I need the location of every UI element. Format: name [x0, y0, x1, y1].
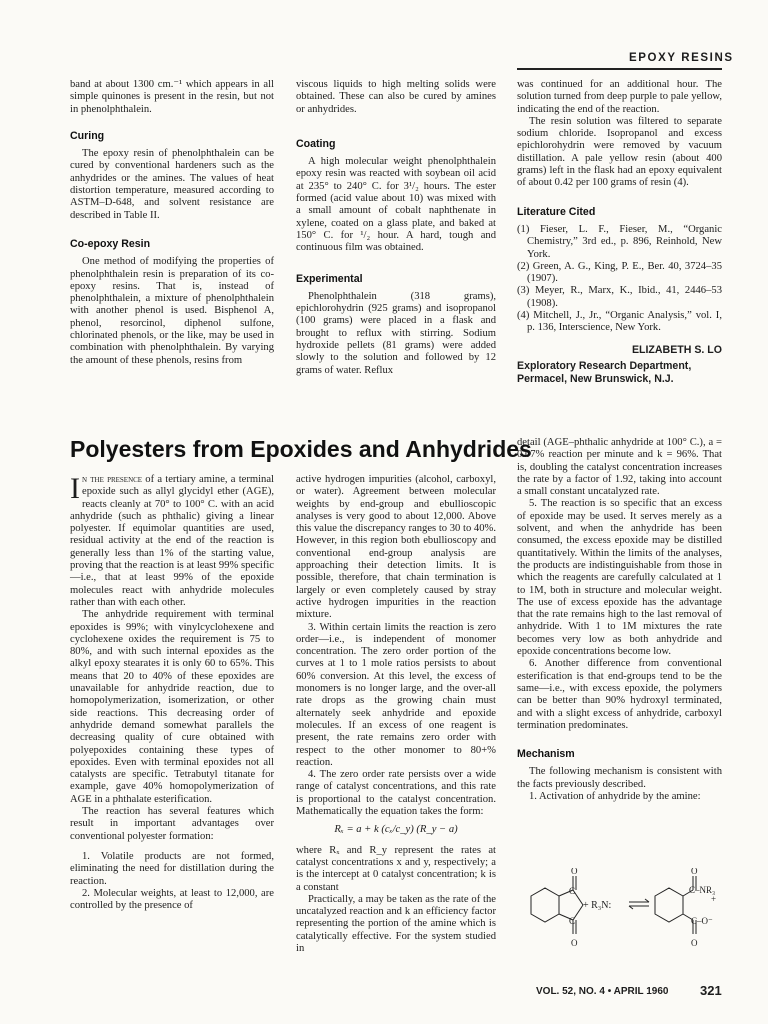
acyl-ammonium-group: C–NR₃ [689, 885, 716, 895]
article-column-1 [70, 474, 274, 912]
article-c2-p5: Practically, a may be taken as the rate of the uncatalyzed reaction and k an efficiency factor representing the portion of the amine which is catalytically effective. For the system studied in [296, 893, 496, 954]
article-c3-p1: detail (AGE–phthalic anhydride at 100° C.), a = 0.07% reaction per minute and k = 96%. That is, doubling the catalyst concentration increases the rate by a factor of 1.92, taking into account a small constant uncatalyzed rate. [517, 437, 722, 498]
affiliation-line-1: Exploratory Research Department, [517, 359, 692, 372]
article-c2-p4: where Rₓ and R_y represent the rates at catalyst concentrations x and y, respectively; a is the intercept at 0 catalyst concentration; k is a constant [296, 844, 496, 893]
top-column-2 [296, 79, 496, 377]
article-c3-p4: The following mechanism is consistent with the facts previously described. [517, 766, 722, 790]
carbonyl-o-bottom: O [571, 938, 578, 948]
phthalic-anhydride-structure [531, 876, 583, 934]
article-c2-p1: active hydrogen impurities (alcohol, carboxyl, or water). Agreement between molecular weights by end-group and ebullioscopic analyses is very good to about 12,000. Above this value the discrepancy ranges to 30 to 40%. However, in this region both ebullioscopy and conventional end-group analysis are approaching their detection limits. It is possible, therefore, that chain termination is largely or even completely caused by stray active hydrogen impurities in the reaction mixture. [296, 474, 496, 621]
col1-intro-text: band at about 1300 cm.⁻¹ which appears in all simple quinones is present in the resin, but not in phenolphthalein. [70, 79, 274, 115]
article-p3-text: The reaction has several features which result in important advantages over conventional polyester formation: [70, 806, 274, 842]
author-name: ELIZABETH S. LO [631, 343, 722, 356]
experimental-heading: Experimental [296, 272, 363, 285]
product-o-top: O [691, 868, 698, 876]
carbon-c-top: C [569, 886, 576, 896]
col3-resin-text: The resin solution was filtered to separate sodium chloride. Isopropanol and excess epichlorohydrin were removed by vacuum distillation. A pale yellow resin (about 400 grams) left in the flask had an epoxy equivalent of about 0.42 per 100 grams of resin (4). [517, 115, 722, 189]
reference-list [517, 224, 722, 335]
article-title: Polyesters from Epoxides and Anhydrides [70, 436, 532, 462]
reference-item: (4) Mitchell, J., Jr., “Organic Analysis,” vol. I, p. 136, Interscience, New York. [517, 310, 722, 334]
issue-info: VOL. 52, NO. 4 • APRIL 1960 [536, 986, 669, 997]
col3-intro-text: was continued for an additional hour. The solution turned from deep purple to pale yellow, indicating the end of the reaction. [517, 79, 722, 115]
experimental-text: Phenolphthalein (318 grams), epichlorohydrin (925 grams) and isopropanol (100 grams) were placed in a flask and brought to reflux with stirring. Sodium hydroxide pellets (81 grams) were added slowly to the solution and followed by 12 grams of water. Reflux [296, 290, 496, 376]
article-c3-p2: 5. The reaction is so specific that an excess of epoxide may be used. It serves merely as a solvent, and when the anhydride has been consumed, the excess epoxide may be distilled quantitatively. Within the limits of the analyses, the products are indistinguishable from those in which the reagents are carefully calculated at 1 to 1M, both in structure and molecular weight. The use of excess epoxide has the advantage that the rate remains high to the last removal of anhydride. With 1 to 1M mixtures the rate becomes very low as both anhydride and epoxide concentrations become low. [517, 498, 722, 658]
article-p2-text: The anhydride requirement with terminal epoxides is 99%; with vinylcyclohexene and cyclohexene oxides the requirement is 75 to 80%, and with such internal epoxides as the alkyl epoxy stearates it is only 60 to 65%. This means that 20 to 40% of these epoxides are unavailable for anhydride reaction, due to homopolymerization, isomerization, or other side reactions. This decreasing order of anhydride demand somewhat parallels the decreasing quality of cure obtained with polyepoxides containing these types of epoxides. Even with terminal epoxides not all catalysts are specific. Tetrabutyl titanate for example, gave 40% homopolymerization of AGE in a phthalate esterification. [70, 609, 274, 805]
col2-intro-text: viscous liquids to high melting solids were obtained. These can also be cured by amines or anhydrides. [296, 79, 496, 115]
equilibrium-arrow-icon [629, 899, 649, 909]
top-column-1 [70, 79, 274, 367]
product-o-bottom: O [691, 938, 698, 948]
running-head: EPOXY RESINS [629, 52, 734, 64]
rate-equation: Rₓ = a + k (cₓ/c_y) (R_y − a) [334, 824, 458, 836]
article-list-item-1: 1. Volatile products are not formed, eliminating the need for distillation during the reaction. [70, 850, 274, 887]
drop-cap: I [70, 472, 80, 505]
article-column-3 [517, 437, 722, 803]
coating-text: A high molecular weight phenolphthalein epoxy resin was reacted with soybean oil acid at 235° to 240° C. for 3¹/₂ hours. The ester formed (acid value about 10) was mixed with a small amount of cobalt naphthenate in xylene, coated on a glass plate, and baked at 150° C. for ¹/₂ hour. A hard, tough and continuous film was obtained. [296, 156, 496, 254]
article-c3-p3: 6. Another difference from conventional esterification is that end-groups tend to be the same—i.e., with excess epoxide, the polymers can be better than 90% hydroxyl terminated, and with a slight excess of anhydride, carboxyl termination predominates. [517, 658, 722, 731]
mechanism-heading: Mechanism [517, 748, 575, 761]
literature-heading: Literature Cited [517, 205, 596, 218]
curing-text: The epoxy resin of phenolphthalein can be cured by conventional hardeners such as the anhydrides or the amines. The values of heat distortion temperature, measured according to ASTM–D-648, and solvent resistance are described in Table II. [70, 148, 274, 221]
reference-item: (1) Fieser, L. F., Fieser, M., “Organic Chemistry,” 3rd ed., p. 896, Reinhold, New York. [517, 223, 722, 260]
reference-item: (2) Green, A. G., King, P. E., Ber. 40, 3724–35 (1907). [517, 260, 722, 285]
carboxylate-group: C–O⁻ [691, 916, 713, 926]
top-column-3 [517, 79, 722, 386]
page-number: 321 [700, 983, 722, 998]
anhydride-activation-scheme [517, 868, 722, 968]
coepoxy-text: One method of modifying the properties of phenolphthalein resin is preparation of its co-epoxy resins. That is, instead of phenolphthalein, a mixture of phenolphthalein with another phenol is used. Bisphenol A, phenol, resorcinol, diphenol sulfone, chlorinated phenols, or the like, may be used in combination with phenolphthalein. By varying the amount of these phenols, resins from [70, 256, 274, 366]
reference-item: (3) Meyer, R., Marx, K., Ibid., 41, 2446–53 (1908). [517, 285, 722, 309]
curing-heading: Curing [70, 129, 105, 142]
amine-reagent: + R₃N: [583, 900, 612, 911]
article-p1-text: of a tertiary amine, a terminal epoxide such as allyl glycidyl ether (AGE), reacts cleanly at 70° to 100° C. with an acid anhydride (such as phthalic) giving a linear polyester. If equimolar quantities are used, residual activity at the end of the reaction is generally less than 1% of the starting value, proving that the reaction is at least 99% specific—i.e., that at least 99% of the epoxide molecules react with anhydride molecules rather than with each other. [70, 474, 274, 608]
article-c3-p5: 1. Activation of anhydride by the amine: [529, 791, 701, 803]
coating-heading: Coating [296, 137, 336, 150]
affiliation-line-2: Permacel, New Brunswick, N.J. [517, 372, 674, 385]
header-rule [517, 68, 722, 70]
carbon-c-bottom: C [569, 916, 576, 926]
positive-charge: + [711, 894, 717, 904]
article-c2-p2: 3. Within certain limits the reaction is zero order—i.e., is independent of monomer concentration. The zero order portion of the curves at 1 to 1 mole ratios persists to about 60% conversion. At this level, the excess of monomers is no longer large, and the over-all rate drops as the growing chain must alternately seek anhydride and epoxide molecules. If an excess of one reagent is present, the rate remains zero order with respect to the other monomer to 80+% reaction. [296, 621, 496, 768]
article-c2-p3: 4. The zero order rate persists over a wide range of catalyst concentrations, and this rate is proportional to the catalyst concentration. Mathematically the equation takes the form: [296, 769, 496, 818]
lead-small-caps: n the presence [82, 474, 143, 485]
carbonyl-o-top: O [571, 868, 578, 876]
article-column-2 [296, 474, 496, 955]
article-list-item-2: 2. Molecular weights, at least to 12,000, are controlled by the presence of [70, 887, 274, 912]
coepoxy-heading: Co-epoxy Resin [70, 237, 151, 250]
